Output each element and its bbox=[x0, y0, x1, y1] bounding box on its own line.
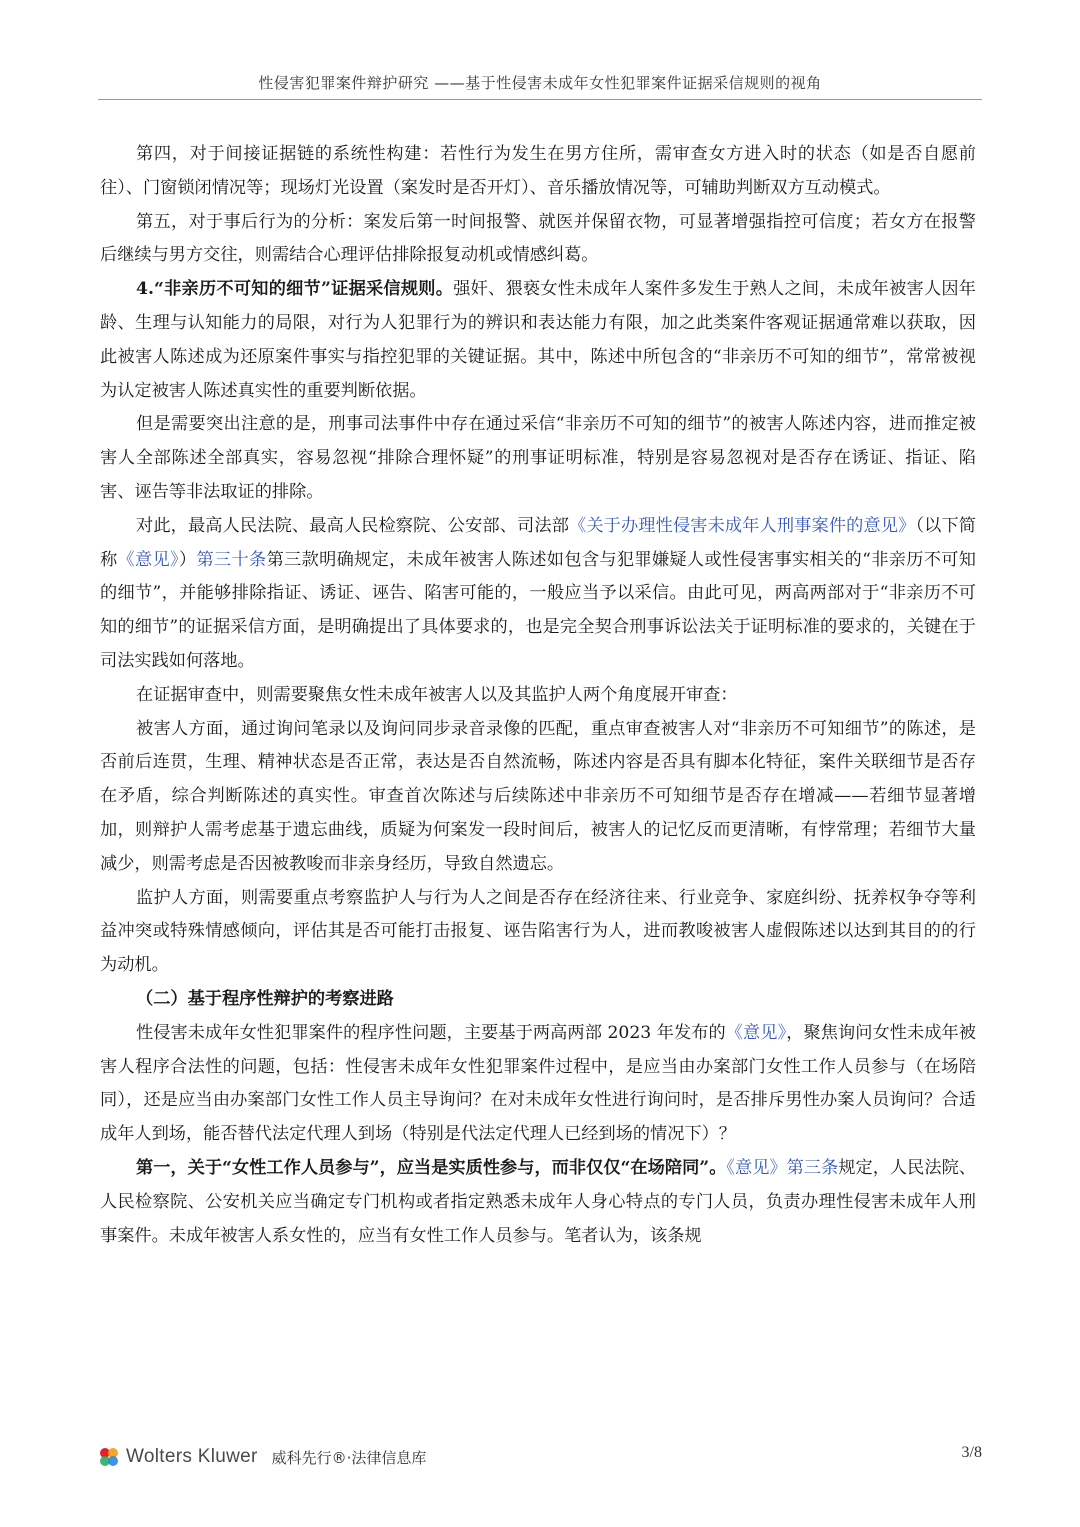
running-header: 性侵害犯罪案件辩护研究 ——基于性侵害未成年女性犯罪案件证据采信规则的视角 bbox=[258, 74, 822, 92]
document-body bbox=[100, 138, 976, 1253]
procedural-text-b: ，聚焦询问女性未成年被害人程序合法性的问题，包括：性侵害未成年女性犯罪案件过程中，是应当由办案部门女性工作人员参与（在场陪同），还是应当由办案部门女性工作人员主导询问？在对未成年女性进行询问时，是否排斥男性办案人员询问？合适成年人到场，能否替代法定代理人到场（特别是代法定代理人已经到场的情况下）？ bbox=[100, 1022, 976, 1145]
brand-name: Wolters Kluwer bbox=[126, 1446, 258, 1467]
paragraph-guardian: 监护人方面，则需要重点考察监护人与行为人之间是否存在经济往来、行业竞争、家庭纠纷、抚养权争夺等利益冲突或特殊情感倾向，评估其是否可能打击报复、诬告陷害行为人，进而教唆被害人虚假陈述以达到其目的的行为动机。 bbox=[100, 887, 976, 976]
first-opinion-link[interactable]: 《意见》 bbox=[726, 1157, 787, 1178]
procedural-opinion-link[interactable]: 《意见》 bbox=[725, 1022, 787, 1043]
paragraph-opinion bbox=[100, 510, 976, 679]
paragraph-victim: 被害人方面，通过询问笔录以及询问同步录音录像的匹配，重点审查被害人对“非亲历不可知细节”的陈述，是否前后连贯，生理、精神状态是否正常，表达是否自然流畅，陈述内容是否具有脚本化特征，案件关联细节是否存在矛盾，综合判断陈述的真实性。审查首次陈述与后续陈述中非亲历不可知细节是否存在增减——若细节显著增加，则辩护人需考虑基于遗忘曲线，质疑为何案发一段时间后，被害人的记忆反而更清晰，有悖常理；若细节大量减少，则需考虑是否因被教唆而非亲身经历，导致自然遗忘。 bbox=[100, 718, 976, 874]
paragraph-fifth: 第五，对于事后行为的分析：案发后第一时间报警、就医并保留衣物，可显著增强指控可信度；若女方在报警后继续与男方交往，则需结合心理评估排除报复动机或情感纠葛。 bbox=[100, 211, 976, 266]
page-number: 3/8 bbox=[961, 1444, 982, 1461]
header-divider bbox=[98, 99, 982, 100]
product-name: 威科先行®·法律信息库 bbox=[271, 1448, 427, 1467]
article-3-link[interactable]: 第三条 bbox=[786, 1157, 839, 1178]
first-point-heading: 第一，关于“女性工作人员参与”，应当是实质性参与，而非仅仅“在场陪同”。 bbox=[136, 1157, 727, 1178]
paragraph-rule-4 bbox=[100, 273, 976, 408]
opinion-document-link[interactable]: 《关于办理性侵害未成年人刑事案件的意见》 bbox=[569, 515, 916, 536]
footer-brand bbox=[98, 1442, 426, 1472]
paragraph-caution: 但是需要突出注意的是，刑事司法事件中存在通过采信“非亲历不可知的细节”的被害人陈述内容，进而推定被害人全部陈述全部真实，容易忽视“排除合理怀疑”的刑事证明标准，特别是容易忽视对是否存在诱证、指证、陷害、诬告等非法取证的排除。 bbox=[100, 414, 976, 502]
rule-4-text: 强奸、猥亵女性未成年人案件多发生于熟人之间，未成年被害人因年龄、生理与认知能力的局限，对行为人犯罪行为的辨识和表达能力有限，加之此类案件客观证据通常难以获取，因此被害人陈述成为还原案件事实与指控犯罪的关键证据。其中，陈述中所包含的“非亲历不可知的细节”，常常被视为认定被害人陈述真实性的重要判断依据。 bbox=[100, 279, 976, 401]
article-30-link[interactable]: 第三十条 bbox=[196, 549, 267, 570]
opinion-text-c: ） bbox=[178, 549, 197, 570]
paragraph-review: 在证据审查中，则需要聚焦女性未成年被害人以及其监护人两个角度展开审查： bbox=[136, 684, 738, 705]
opinion-text-b: （以下简称 bbox=[100, 515, 976, 570]
opinion-text-a: 对此，最高人民法院、最高人民检察院、公安部、司法部 bbox=[136, 515, 570, 536]
section-heading-procedural: （二）基于程序性辩护的考察进路 bbox=[136, 988, 394, 1009]
opinion-short-link[interactable]: 《意见》 bbox=[117, 549, 179, 570]
paragraph-fourth: 第四，对于间接证据链的系统性构建：若性行为发生在男方住所，需审查女方进入时的状态（如是否自愿前往）、门窗锁闭情况等；现场灯光设置（案发时是否开灯）、音乐播放情况等，可辅助判断双方互动模式。 bbox=[100, 144, 976, 198]
paragraph-first-female-staff bbox=[100, 1152, 976, 1253]
paragraph-procedural bbox=[100, 1017, 976, 1152]
procedural-text-a: 性侵害未成年女性犯罪案件的程序性问题，主要基于两高两部 2023 年发布的 bbox=[136, 1022, 726, 1043]
opinion-text-d: 第三款明确规定，未成年被害人陈述如包含与犯罪嫌疑人或性侵害事实相关的“非亲历不可知的细节”，并能够排除指证、诱证、诬告、陷害可能的，一般应当予以采信。由此可见，两高两部对于“非亲历不可知的细节”的证据采信方面，是明确提出了具体要求的，也是完全契合刑事诉讼法关于证明标准的要求的，关键在于司法实践如何落地。 bbox=[100, 549, 976, 671]
first-point-text: 规定，人民法院、人民检察院、公安机关应当确定专门机构或者指定熟悉未成年人身心特点的专门人员，负责办理性侵害未成年人刑事案件。未成年被害人系女性的，应当有女性工作人员参与。笔者认为，该条规 bbox=[100, 1157, 976, 1246]
rule-4-heading: 4.“非亲历不可知的细节”证据采信规则。 bbox=[136, 279, 454, 300]
wolters-kluwer-logo-icon bbox=[98, 1446, 120, 1468]
